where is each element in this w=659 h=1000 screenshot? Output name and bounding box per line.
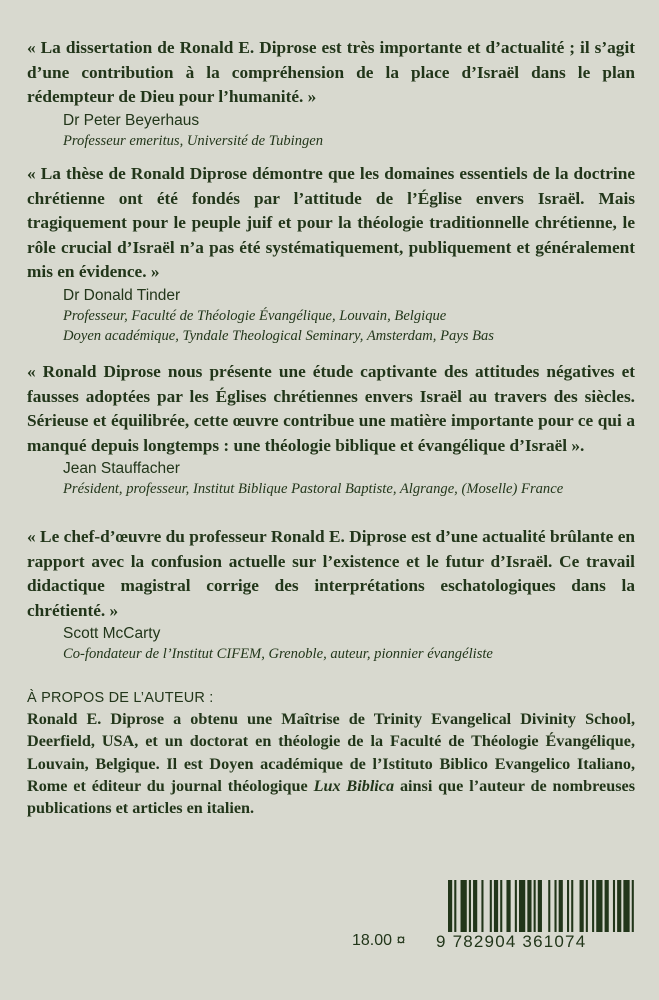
about-text-part: Ronald E. Diprose a obtenu une Maîtrise de Trinity Evangelical Divinity School, Deerfield, USA, et un doctorat en théologie de la Faculté de Théologie Évangélique, Louvain, Belgique. Il est Doyen académique de l’Istituto Biblico Evangelico Italiano, Rome et éditeur du journal théologique bbox=[27, 710, 635, 795]
endorsement-quote: « La dissertation de Ronald E. Diprose est très importante et d’actualité ; il s’agit d’une contribution à la compréhension de la place d’Israël dans le plan rédempteur de Dieu pour l’humanité. » bbox=[27, 38, 635, 106]
endorsement-role: Professeur emeritus, Université de Tubingen bbox=[63, 132, 324, 149]
endorsement-1 bbox=[27, 36, 635, 151]
endorsement-author: Dr Donald Tinder bbox=[63, 286, 181, 304]
about-author bbox=[27, 688, 635, 819]
barcode-area bbox=[352, 880, 642, 970]
endorsement-quote: « La thèse de Ronald Diprose démontre que les domaines essentiels de la doctrine chrétienne ont été fondés par l’attitude de l’Église envers Israël. Mais tragiquement pour le peuple juif et pour la théologie traditionnelle chrétienne, le rôle crucial d’Israël n’a pas été systématiquement, publiquement et généralement mis en évidence. » bbox=[27, 164, 635, 281]
about-text-part: ainsi que l’auteur de nombreuses publications et articles en italien. bbox=[27, 776, 636, 818]
endorsement-quote: « Le chef-d’œuvre du professeur Ronald E. Diprose est d’une actualité brûlante en rapport avec la confusion actuelle sur l’existence et le futur d’Israël. Ce travail didactique magistral corrige des interprétations eschatologiques dans la chrétienté. » bbox=[27, 527, 635, 620]
price-label: 18.00 ¤ bbox=[352, 932, 406, 949]
endorsement-author: Scott McCarty bbox=[63, 625, 161, 642]
about-author-text bbox=[27, 708, 635, 819]
endorsement-role: Président, professeur, Institut Biblique Pastoral Baptiste, Algrange, (Moselle) France bbox=[63, 481, 564, 497]
endorsement-3 bbox=[27, 360, 635, 499]
isbn-number: 9 782904 361074 bbox=[436, 932, 642, 952]
endorsement-author: Dr Peter Beyerhaus bbox=[63, 111, 200, 129]
endorsement-2 bbox=[27, 162, 635, 346]
journal-title: Lux Biblica bbox=[313, 776, 395, 795]
endorsement-role: Doyen académique, Tyndale Theological Seminary, Amsterdam, Pays Bas bbox=[63, 327, 494, 344]
endorsement-4 bbox=[27, 525, 635, 664]
endorsement-author: Jean Stauffacher bbox=[63, 460, 180, 477]
about-author-heading: À PROPOS DE L’AUTEUR : bbox=[27, 690, 214, 706]
endorsement-role: Professeur, Faculté de Théologie Évangélique, Louvain, Belgique bbox=[63, 307, 447, 324]
endorsement-quote: « Ronald Diprose nous présente une étude captivante des attitudes négatives et fausses adoptées par les Églises chrétiennes envers Israël au travers des siècles. Sérieuse et équilibrée, cette œuvre contribue une matière importante pour ce qui a manqué depuis longtemps : une théologie biblique et évangélique d’Israël ». bbox=[27, 362, 635, 455]
endorsement-role: Co-fondateur de l’Institut CIFEM, Grenoble, auteur, pionnier évangéliste bbox=[63, 646, 493, 662]
